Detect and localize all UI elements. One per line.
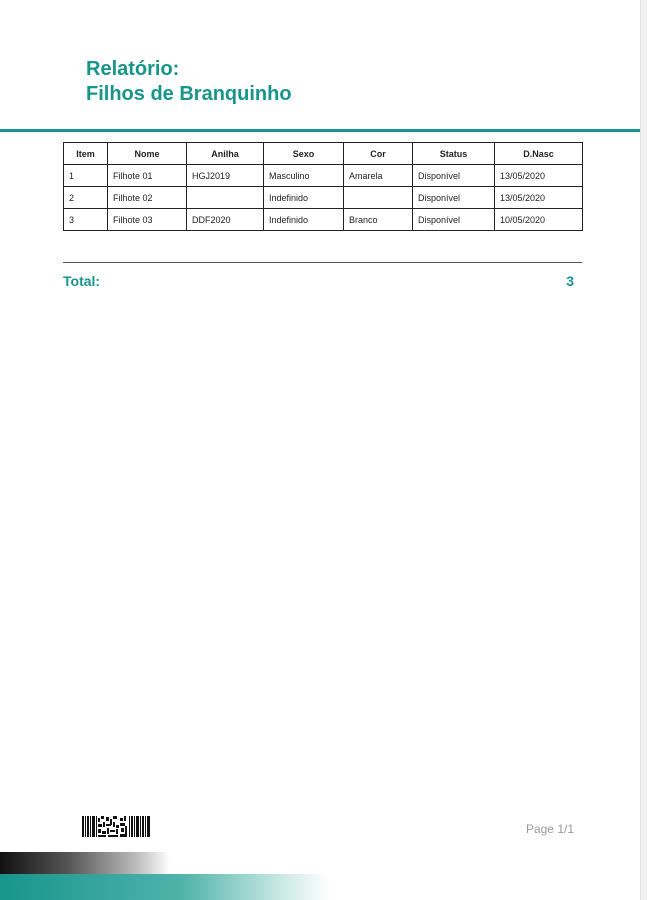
- table-cell: Disponível: [413, 209, 495, 231]
- column-header-sexo: Sexo: [264, 143, 344, 165]
- total-value: 3: [566, 273, 574, 289]
- table-row: [64, 209, 583, 231]
- table-cell: 3: [64, 209, 108, 231]
- footer-gray-gradient-band: [0, 852, 170, 874]
- table-cell: 2: [64, 187, 108, 209]
- column-header-item: Item: [64, 143, 108, 165]
- table-row: [64, 187, 583, 209]
- table-header-row: [64, 143, 583, 165]
- table-cell: Filhote 01: [108, 165, 187, 187]
- table-cell: 1: [64, 165, 108, 187]
- table-cell: Amarela: [344, 165, 413, 187]
- table-cell: [344, 187, 413, 209]
- table-cell: Filhote 02: [108, 187, 187, 209]
- table-cell: Filhote 03: [108, 209, 187, 231]
- column-header-anilha: Anilha: [187, 143, 264, 165]
- table-cell: [187, 187, 264, 209]
- column-header-status: Status: [413, 143, 495, 165]
- table-cell: Indefinido: [264, 187, 344, 209]
- table-cell: 10/05/2020: [495, 209, 583, 231]
- barcode-image: [82, 816, 150, 837]
- total-label: Total:: [63, 273, 101, 289]
- table-cell: DDF2020: [187, 209, 264, 231]
- report-title-line1: Relatório:: [86, 58, 180, 80]
- table-cell: Disponível: [413, 187, 495, 209]
- table-cell: 13/05/2020: [495, 187, 583, 209]
- footer-teal-gradient-band: [0, 874, 330, 900]
- header-divider: [0, 129, 642, 132]
- column-header-dnasc: D.Nasc: [495, 143, 583, 165]
- report-title: [86, 57, 292, 107]
- table-cell: Disponível: [413, 165, 495, 187]
- table-cell: 13/05/2020: [495, 165, 583, 187]
- column-header-nome: Nome: [108, 143, 187, 165]
- table-cell: HGJ2019: [187, 165, 264, 187]
- total-divider: [63, 262, 582, 263]
- viewer-scrollbar-edge: [640, 0, 647, 900]
- table-cell: Branco: [344, 209, 413, 231]
- column-header-cor: Cor: [344, 143, 413, 165]
- table-row: [64, 165, 583, 187]
- page-number: Page 1/1: [525, 822, 574, 836]
- report-title-line2: Filhos de Branquinho: [86, 83, 292, 105]
- report-table: [63, 142, 583, 231]
- table-cell: Masculino: [264, 165, 344, 187]
- table-cell: Indefinido: [264, 209, 344, 231]
